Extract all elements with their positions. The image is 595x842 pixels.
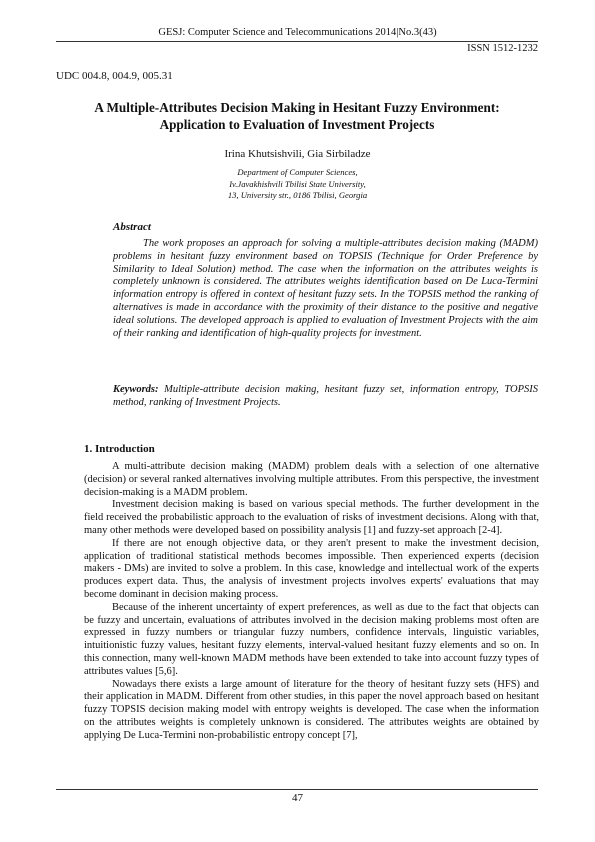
footer-rule: [56, 789, 538, 790]
title-line-2: Application to Evaluation of Investment Projects: [159, 117, 435, 132]
udc-code: UDC 004.8, 004.9, 005.31: [56, 70, 173, 82]
page-number: 47: [292, 792, 303, 804]
abstract-text: The work proposes an approach for solving a multiple-attributes decision making (MADM) problems in hesitant fuzzy environment based on TOPSIS (Technique for Order Preference by Similarity to Ideal Solution) method. The case when the information on the attributes weights is completely unknown is considered. The attributes weights identification based on De Luca-Termini information entropy is offered in context of hesitant fuzzy sets. In the TOPSIS method the ranking of alternatives is made in accordance with the proximity of their distance to the positive and negative ideal solutions. The developed approach is applied to evaluation of Investment Projects with the aim of their ranking and identification of high-quality projects for investment.: [113, 238, 538, 339]
affiliation-line-1: Department of Computer Sciences,: [237, 167, 358, 177]
keywords-text: Multiple-attribute decision making, hesitant fuzzy set, information entropy, TOPSIS method, ranking of Investment Projects.: [113, 384, 538, 408]
header-rule: [56, 41, 538, 42]
paragraph: Because of the inherent uncertainty of expert preferences, as well as due to the fact that objects can be fuzzy and uncertain, evaluations of attributes involved in the decision making problems most often are expressed in fuzzy numbers or triangular fuzzy numbers, confidence intervals, linguistic variables, intuitionistic fuzzy values, hesitant fuzzy elements, interval-valued hesitant fuzzy elements and so on. In this connection, many well-known MADM methods have been extended to take into account fuzzy types of attributes values [5,6].: [84, 601, 539, 677]
authors: Irina Khutsishvili, Gia Sirbiladze: [224, 148, 371, 160]
section-heading: 1. Introduction: [84, 443, 155, 455]
paragraph: A multi-attribute decision making (MADM) problem deals with a selection of one alternative (decision) or several ranked alternatives involving multiple attributes. From this perspective, the investment decision-making is a MADM problem.: [84, 461, 539, 498]
keywords: [113, 384, 538, 410]
affiliation: [0, 167, 595, 202]
title-line-1: A Multiple-Attributes Decision Making in Hesitant Fuzzy Environment:: [94, 100, 500, 115]
abstract-heading: Abstract: [113, 221, 151, 233]
paragraph: Investment decision making is based on various special methods. The further development in the field received the probabilistic approach to the evaluation of risks of investment decisions. Along with that, many other methods were developed based on possibility analysis [1] and fuzzy-set approach [2-4].: [84, 499, 539, 536]
paper-title: [56, 99, 538, 133]
paragraph: Nowadays there exists a large amount of literature for the theory of hesitant fuzzy sets (HFS) and their application in MADM. Different from other studies, in this paper the novel approach based on hesitant fuzzy TOPSIS decision making model with entropy weights is developed. The case when the information on the attributes weights is completely unknown is considered. The attributes weights are obtained by applying De Luca-Termini non-probabilistic entropy concept [7],: [84, 678, 539, 741]
affiliation-line-2: Iv.Javakhishvili Tbilisi State University,: [229, 178, 366, 189]
keywords-label: Keywords:: [113, 384, 159, 395]
issn: ISSN 1512-1232: [467, 43, 538, 54]
paragraph: If there are not enough objective data, or they aren't present to make the investment decision, application of traditional statistical methods becomes impossible. Then experienced experts (decision makers - DMs) are invited to solve a problem. In this case, knowledge and intellectual work of the experts produces expert data. Thus, the analysis of investment projects involves experts' evaluations that may become dominant in decision making process.: [84, 537, 539, 600]
journal-header: GESJ: Computer Science and Telecommunications 2014|No.3(43): [158, 27, 437, 38]
body-text: [84, 461, 539, 743]
affiliation-line-3: 13, University str., 0186 Tbilisi, Georgia: [227, 190, 368, 200]
